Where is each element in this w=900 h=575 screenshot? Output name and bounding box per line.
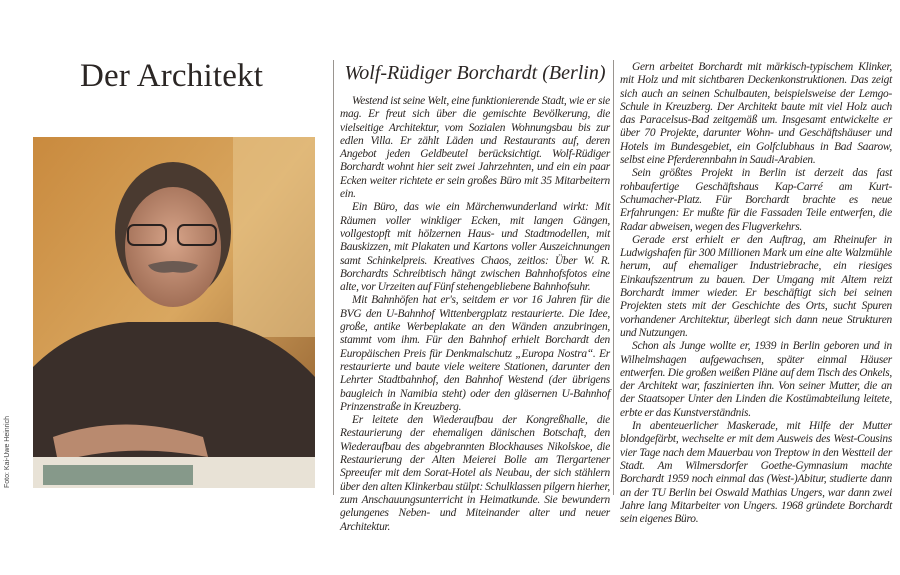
paragraph: Gern arbeitet Borchardt mit märkisch-typischem Klinker, mit Holz und mit sichtbaren Deckenkonstruktionen. Das zeigt sich auch an seinen Schulbauten, beispielsweise der Lemgo-Schule in Kreuzberg. Der Architekt baute mit viel Holz auch das Paracelsus-Bad zeitgemäß um. Insgesamt entwickelte er über 70 Projekte, darunter Wohn- und Geschäftshäuser und Hotels im Bundesgebiet, ein Golfclubhaus in Bad Saarow, selbst eine Pferderennbahn in Saudi-Arabien. xyxy=(620,61,892,167)
paragraph: In abenteuerlicher Maskerade, mit Hilfe der Mutter blondgefärbt, wechselte er mit dem Ausweis des West-Cousins vier Tage nach dem Mauerbau von Treptow in den Westteil der Stadt. Am Wilmersdorfer Goethe-Gymnasium machte Borchardt 1959 noch einmal das (West-)Abitur, studierte dann an der TU Berlin bei Oswald Mathias Ungers, war dann zwei Jahre lang Mitarbeiter von Ungers. 1968 gründete Borchardt sein eigenes Büro. xyxy=(620,420,892,526)
column-divider xyxy=(613,60,614,495)
article-subheading: Wolf-Rüdiger Borchardt (Berlin) xyxy=(344,62,606,84)
paragraph: Westend ist seine Welt, eine funktionierende Stadt, wie er sie mag. Er freut sich über die gemischte Bevölkerung, die vielseitige Architektur, vom Sozialen Wohnungsbau bis zur edlen Villa. Er zählt Läden und Restaurants auf, deren Angebot jeden Geldbeutel berücksichtigt. Wolf-Rüdiger Borchardt wohnt hier seit zwei Jahrzehnten, und ein ein paar Ecken weiter richtete er sein großes Büro mit 35 Mitarbeitern ein. xyxy=(340,95,610,201)
photo-credit: Foto: Kai-Uwe Heinrich xyxy=(4,416,11,488)
article-column-2 xyxy=(340,95,610,534)
paragraph: Gerade erst erhielt er den Auftrag, am Rheinufer in Ludwigshafen für 300 Millionen Mark um eine alte Walzmühle herum, auf ehemaliger Industriebrache, ein riesiges Einkaufszentrum zu bauen. Der Umgang mit Altem reizt Borchardt immer wieder. Er beschäftigt sich bei seinen Projekten stets mit der Geschichte des Orts, sucht Spuren vorhandener Architektur, überlegt sich dann neue Strukturen und Nutzungen. xyxy=(620,233,892,339)
paragraph: Schon als Junge wollte er, 1939 in Berlin geboren und in Wilhelmshagen aufgewachsen, später einmal Häuser entwerfen. Die großen weißen Pläne auf dem Tisch des Onkels, der Architekt war, faszinierten ihn. Von seiner Mutter, die an der Staatsoper Unter den Linden die Kostümabteilung leitete, erbte er das Kunstverständnis. xyxy=(620,340,892,419)
paragraph: Ein Büro, das wie ein Märchenwunderland wirkt: Mit Räumen voller winkliger Ecken, mit langen Gängen, vollgestopft mit hölzernen Haus- und Stadtmodellen, mit Bauskizzen, mit Plakaten und Kartons voller Auszeichnungen samt Schinkelpreis. Kreatives Chaos, zeitlos: Über W. R. Borchardts Schreibtisch hängt zwischen Bahnhofsfotos eine alte, vor Urzeiten auf Fünf stehengebliebene Bahnhofsuhr. xyxy=(340,201,610,294)
paragraph: Sein größtes Projekt in Berlin ist derzeit das fast rohbaufertige Geschäftshaus Kap-Carré am Kurt-Schumacher-Platz. Für Borchardt brachte es neue Erfahrungen: Er mußte für die Fassaden Teile entwerfen, die Radar abweisen, wegen des Flugverkehrs. xyxy=(620,167,892,233)
article-column-3 xyxy=(620,61,892,526)
portrait-photo xyxy=(33,137,315,488)
paragraph: Er leitete den Wiederaufbau der Kongreßhalle, die Restaurierung der ehemaligen dänischen Botschaft, den Wiederaufbau des abgebrannten Blockhauses Nikolskoe, die Restaurierung der Alten Meierei Bolle am Tiergartener Spreeufer mit dem Sorat-Hotel als Neubau, der sich stählern über den alten Klinkerbau stülpt: Schulklassen pilgern hierher, zum Anschauungsunterricht in Heimatkunde. Sie bewundern gelungenes Neben- und Miteinander alter und neuer Architektur. xyxy=(340,414,610,533)
article-title: Der Architekt xyxy=(80,58,264,94)
column-divider xyxy=(333,60,334,495)
paragraph: Mit Bahnhöfen hat er's, seitdem er vor 16 Jahren für die BVG den U-Bahnhof Wittenbergplatz restaurierte. Die Idee, große, antike Werbeplakate an den Wänden anzubringen, stammt vom ihm. Für den Bahnhof erhielt Borchardt den Europäischen Preis für Denkmalschutz „Europa Nostra“. Er restaurierte und baute viele weitere Stationen, darunter den Lehrter Stadtbahnhof, den Bahnhof Westend (der übrigens baugleich in Namibia steht) oder den gläsernen U-Bahnhof Prinzenstraße in Kreuzberg. xyxy=(340,294,610,413)
